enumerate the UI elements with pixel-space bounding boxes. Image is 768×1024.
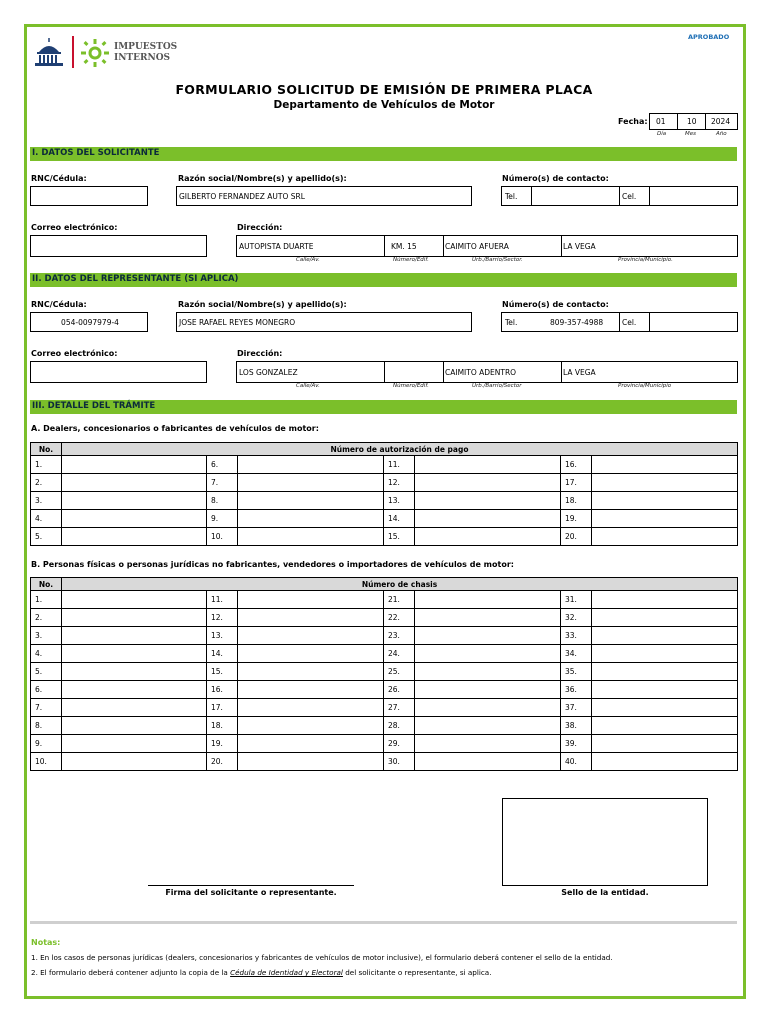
table-b-header: Número de chasis — [62, 578, 738, 591]
row-number: 2. — [31, 474, 62, 492]
row-number: 7. — [207, 474, 238, 492]
row-number: 18. — [207, 717, 238, 735]
s2-sector: CAIMITO ADENTRO — [445, 367, 517, 377]
s1-province: LA VEGA — [563, 241, 596, 251]
row-number: 17. — [561, 474, 592, 492]
entry-field[interactable] — [592, 735, 738, 753]
s2-cel-value — [652, 313, 736, 331]
form-subtitle: Departamento de Vehículos de Motor — [273, 99, 495, 111]
s2-tel-label: Tel. — [505, 317, 518, 327]
s1-sector-caption: Urb./Barrio/Sector. — [472, 257, 523, 263]
row-number: 19. — [561, 510, 592, 528]
signature-label: Firma del solicitante o representante. — [165, 888, 337, 897]
entry-field[interactable] — [415, 456, 561, 474]
entry-field[interactable] — [592, 699, 738, 717]
signature-line — [148, 885, 354, 886]
entry-field[interactable] — [415, 663, 561, 681]
s2-street: LOS GONZALEZ — [239, 367, 298, 377]
entry-field[interactable] — [592, 663, 738, 681]
s1-rnc-label: RNC/Cédula: — [31, 174, 87, 183]
s2-address-input[interactable] — [236, 361, 738, 383]
entry-field[interactable] — [238, 645, 384, 663]
entry-field[interactable] — [238, 510, 384, 528]
section-1-header — [30, 147, 737, 161]
s2-tel-value: 809-357-4988 — [550, 317, 604, 327]
note-1: 1. En los casos de personas jurídicas (dealers, concesionarios y fabricantes de vehículos de motor inclusive), el formulario deberá contener el sello de la entidad. — [31, 953, 613, 962]
row-number: 20. — [561, 528, 592, 546]
row-number: 35. — [561, 663, 592, 681]
row-number: 26. — [384, 681, 415, 699]
seal-label: Sello de la entidad. — [561, 888, 649, 897]
s1-address-label: Dirección: — [237, 223, 283, 232]
row-number: 14. — [207, 645, 238, 663]
row-number: 12. — [384, 474, 415, 492]
row-number: 23. — [384, 627, 415, 645]
note-2 — [31, 968, 492, 978]
s1-cel-label: Cel. — [622, 191, 637, 201]
entry-field[interactable] — [592, 528, 738, 546]
entry-field[interactable] — [62, 528, 207, 546]
row-number: 25. — [384, 663, 415, 681]
row-number: 37. — [561, 699, 592, 717]
s1-province-caption: Provincia/Municipio. — [618, 257, 673, 263]
entry-field[interactable] — [592, 492, 738, 510]
entry-field[interactable] — [238, 735, 384, 753]
row-number: 13. — [384, 492, 415, 510]
table-row — [31, 717, 738, 735]
table-row — [31, 645, 738, 663]
table-row — [31, 627, 738, 645]
table-row — [31, 735, 738, 753]
s1-name-label: Razón social/Nombre(s) y apellido(s): — [178, 174, 347, 183]
row-number: 8. — [31, 717, 62, 735]
note-2-link[interactable]: Cédula de Identidad y Electoral — [230, 968, 343, 977]
date-month: 10 — [687, 117, 697, 126]
logo-divider — [72, 36, 74, 68]
entry-field[interactable] — [62, 753, 207, 771]
table-row — [31, 609, 738, 627]
s2-email-value — [33, 362, 206, 382]
row-number: 22. — [384, 609, 415, 627]
table-row — [31, 474, 738, 492]
date-month-label: Mes — [685, 131, 696, 137]
entry-field[interactable] — [415, 699, 561, 717]
row-number: 1. — [31, 591, 62, 609]
row-number: 40. — [561, 753, 592, 771]
s2-name-value: JOSE RAFAEL REYES MONEGRO — [179, 317, 296, 327]
table-row — [31, 528, 738, 546]
entry-field[interactable] — [592, 753, 738, 771]
entry-field[interactable] — [62, 591, 207, 609]
row-number: 15. — [207, 663, 238, 681]
row-number: 15. — [384, 528, 415, 546]
entry-field[interactable] — [238, 699, 384, 717]
row-number: 28. — [384, 717, 415, 735]
entry-field[interactable] — [415, 735, 561, 753]
row-number: 38. — [561, 717, 592, 735]
entry-field[interactable] — [62, 456, 207, 474]
entry-field[interactable] — [238, 663, 384, 681]
s2-contact-input[interactable] — [501, 312, 738, 332]
row-number: 18. — [561, 492, 592, 510]
s2-name-label: Razón social/Nombre(s) y apellido(s): — [178, 300, 347, 309]
entry-field[interactable] — [415, 753, 561, 771]
s2-name-input[interactable] — [176, 312, 472, 332]
entry-field[interactable] — [238, 681, 384, 699]
entry-field[interactable] — [238, 753, 384, 771]
s1-rnc-value — [33, 187, 147, 205]
entry-field[interactable] — [62, 645, 207, 663]
row-number: 10. — [207, 528, 238, 546]
entry-field[interactable] — [62, 735, 207, 753]
s2-contact-label: Número(s) de contacto: — [502, 300, 609, 309]
notes-divider — [30, 921, 737, 924]
entry-field[interactable] — [592, 645, 738, 663]
s2-province-caption: Provincia/Municipio — [618, 383, 672, 389]
s2-email-label: Correo electrónico: — [31, 349, 118, 358]
date-day: 01 — [656, 117, 666, 126]
entry-field[interactable] — [238, 591, 384, 609]
row-number: 6. — [31, 681, 62, 699]
entry-field[interactable] — [592, 510, 738, 528]
row-number: 10. — [31, 753, 62, 771]
row-number: 31. — [561, 591, 592, 609]
table-row — [31, 456, 738, 474]
entry-field[interactable] — [592, 609, 738, 627]
row-number: 4. — [31, 645, 62, 663]
s1-street: AUTOPISTA DUARTE — [239, 241, 314, 251]
table-row — [31, 753, 738, 771]
row-number: 13. — [207, 627, 238, 645]
entry-field[interactable] — [62, 474, 207, 492]
entry-field[interactable] — [62, 681, 207, 699]
s1-email-value — [33, 236, 206, 256]
status-badge: APROBADO — [688, 33, 730, 41]
row-number: 9. — [207, 510, 238, 528]
row-number: 24. — [384, 645, 415, 663]
row-number: 8. — [207, 492, 238, 510]
row-number: 29. — [384, 735, 415, 753]
entry-field[interactable] — [238, 609, 384, 627]
entry-field[interactable] — [62, 492, 207, 510]
s1-contact-label: Número(s) de contacto: — [502, 174, 609, 183]
table-row — [31, 663, 738, 681]
row-number: 11. — [207, 591, 238, 609]
entry-field[interactable] — [415, 591, 561, 609]
entry-field[interactable] — [592, 627, 738, 645]
s2-street-caption: Calle/Av. — [296, 383, 320, 389]
row-number: 27. — [384, 699, 415, 717]
table-row — [31, 591, 738, 609]
row-number: 4. — [31, 510, 62, 528]
row-number: 6. — [207, 456, 238, 474]
entry-field[interactable] — [592, 474, 738, 492]
s1-cel-value — [652, 187, 736, 205]
row-number: 14. — [384, 510, 415, 528]
s1-email-label: Correo electrónico: — [31, 223, 118, 232]
table-a-no-header: No. — [31, 443, 62, 456]
s1-sector: CAIMITO AFUERA — [445, 241, 509, 251]
table-a-header: Número de autorización de pago — [62, 443, 738, 456]
entry-field[interactable] — [592, 717, 738, 735]
entry-field[interactable] — [238, 528, 384, 546]
table-row — [31, 510, 738, 528]
row-number: 36. — [561, 681, 592, 699]
date-year-label: Año — [716, 131, 727, 137]
s2-number-caption: Número/Edif. — [393, 383, 429, 389]
entry-field[interactable] — [238, 717, 384, 735]
entry-field[interactable] — [415, 717, 561, 735]
logo-text-2: INTERNOS — [114, 53, 171, 63]
notes-title: Notas: — [31, 938, 61, 947]
entry-field[interactable] — [62, 510, 207, 528]
s1-tel-value — [534, 187, 618, 205]
date-field[interactable] — [649, 113, 738, 130]
entry-field[interactable] — [415, 510, 561, 528]
s2-address-label: Dirección: — [237, 349, 283, 358]
table-row — [31, 699, 738, 717]
table-row — [31, 492, 738, 510]
entry-field[interactable] — [238, 474, 384, 492]
s2-province: LA VEGA — [563, 367, 596, 377]
row-number: 21. — [384, 591, 415, 609]
table-b-no-header: No. — [31, 578, 62, 591]
row-number: 9. — [31, 735, 62, 753]
s1-contact-input[interactable] — [501, 186, 738, 206]
dgii-logo-icon — [80, 38, 110, 68]
entry-field[interactable] — [62, 699, 207, 717]
section-3-title: III. DETALLE DEL TRÁMITE — [32, 401, 156, 411]
seal-box[interactable] — [502, 798, 708, 886]
row-number: 5. — [31, 528, 62, 546]
row-number: 17. — [207, 699, 238, 717]
s1-rnc-input[interactable] — [30, 186, 148, 206]
entry-field[interactable] — [415, 681, 561, 699]
row-number: 3. — [31, 627, 62, 645]
row-number: 33. — [561, 627, 592, 645]
s2-rnc-value: 054-0097979-4 — [61, 317, 119, 327]
entry-field[interactable] — [62, 627, 207, 645]
entry-field[interactable] — [592, 591, 738, 609]
table-payment-authorization — [30, 442, 738, 546]
row-number: 12. — [207, 609, 238, 627]
section-1-title: I. DATOS DEL SOLICITANTE — [32, 148, 160, 158]
date-label: Fecha: — [618, 117, 648, 126]
row-number: 16. — [207, 681, 238, 699]
date-day-label: Día — [657, 131, 667, 137]
s2-rnc-input[interactable] — [30, 312, 148, 332]
entry-field[interactable] — [415, 609, 561, 627]
s2-sector-caption: Urb./Barrio/Sector — [472, 383, 522, 389]
note-2-pre: 2. El formulario deberá contener adjunto la copia de la — [31, 968, 231, 977]
s1-address-input[interactable] — [236, 235, 738, 257]
row-number: 16. — [561, 456, 592, 474]
s2-email-input[interactable] — [30, 361, 207, 383]
table-chassis-numbers — [30, 577, 738, 771]
entry-field[interactable] — [62, 609, 207, 627]
logo-text-1: IMPUESTOS — [114, 42, 178, 52]
entry-field[interactable] — [415, 492, 561, 510]
section-2-title: II. DATOS DEL REPRESENTANTE (SI APLICA) — [32, 274, 239, 284]
row-number: 5. — [31, 663, 62, 681]
row-number: 2. — [31, 609, 62, 627]
row-number: 3. — [31, 492, 62, 510]
s1-tel-label: Tel. — [505, 191, 518, 201]
subsection-a-title: A. Dealers, concesionarios o fabricantes de vehículos de motor: — [31, 424, 319, 433]
entry-field[interactable] — [415, 528, 561, 546]
entry-field[interactable] — [592, 456, 738, 474]
s1-name-input[interactable] — [176, 186, 472, 206]
government-seal-icon — [31, 36, 67, 68]
s1-number-caption: Número/Edif. — [393, 257, 429, 263]
subsection-b-title: B. Personas físicas o personas jurídicas no fabricantes, vendedores o importadores de vehículos de motor: — [31, 560, 514, 569]
s1-email-input[interactable] — [30, 235, 207, 257]
row-number: 20. — [207, 753, 238, 771]
section-3-header — [30, 400, 737, 414]
entry-field[interactable] — [238, 456, 384, 474]
row-number: 39. — [561, 735, 592, 753]
entry-field[interactable] — [238, 492, 384, 510]
s1-street-caption: Calle/Av. — [296, 257, 320, 263]
row-number: 32. — [561, 609, 592, 627]
row-number: 1. — [31, 456, 62, 474]
row-number: 11. — [384, 456, 415, 474]
entry-field[interactable] — [592, 681, 738, 699]
table-row — [31, 681, 738, 699]
s2-rnc-label: RNC/Cédula: — [31, 300, 87, 309]
row-number: 34. — [561, 645, 592, 663]
entry-field[interactable] — [415, 645, 561, 663]
entry-field[interactable] — [238, 627, 384, 645]
row-number: 19. — [207, 735, 238, 753]
s1-name-value: GILBERTO FERNANDEZ AUTO SRL — [179, 191, 305, 201]
form-title: FORMULARIO SOLICITUD DE EMISIÓN DE PRIMERA PLACA — [175, 82, 593, 97]
s2-cel-label: Cel. — [622, 317, 637, 327]
entry-field[interactable] — [62, 663, 207, 681]
row-number: 7. — [31, 699, 62, 717]
date-year: 2024 — [711, 117, 731, 126]
s2-number — [389, 362, 441, 382]
entry-field[interactable] — [62, 717, 207, 735]
note-2-post: del solicitante o representante, si aplica. — [342, 968, 492, 977]
entry-field[interactable] — [415, 474, 561, 492]
section-2-header — [30, 273, 737, 287]
row-number: 30. — [384, 753, 415, 771]
s1-number: KM. 15 — [391, 241, 417, 251]
entry-field[interactable] — [415, 627, 561, 645]
